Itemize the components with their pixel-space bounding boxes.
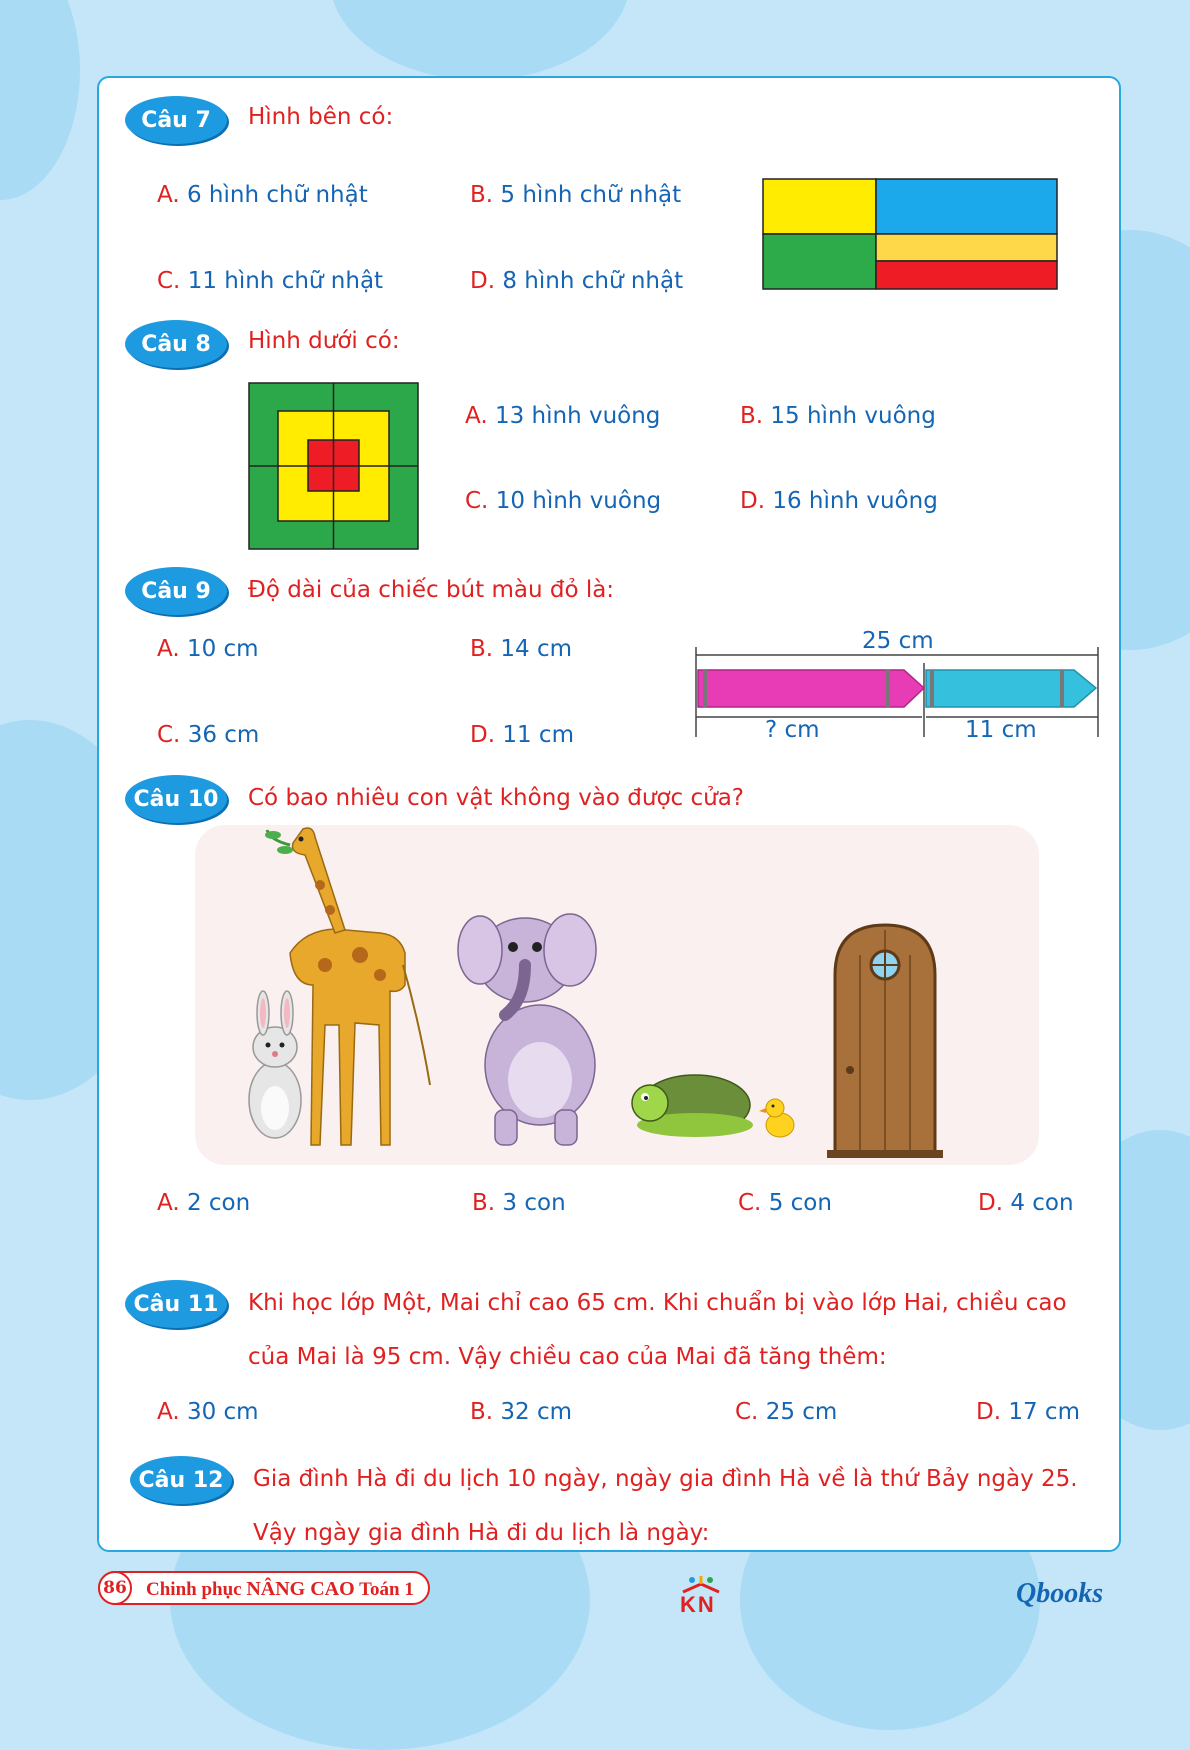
- option-letter: B.: [740, 403, 764, 429]
- option-letter: C.: [738, 1190, 762, 1216]
- option-text: 32 cm: [500, 1399, 573, 1425]
- bg-bubble: [330, 0, 630, 80]
- option-text: 13 hình vuông: [494, 403, 661, 429]
- book-icon: [678, 1574, 724, 1594]
- option-text: 5 con: [768, 1190, 832, 1216]
- q8-option-b[interactable]: [740, 403, 936, 429]
- crayon-band: [886, 670, 890, 707]
- question-12-line2: Vậy ngày gia đình Hà đi du lịch là ngày:: [253, 1520, 710, 1546]
- bg-bubble: [0, 0, 80, 200]
- q11-option-c[interactable]: [735, 1399, 837, 1425]
- option-text: 11 hình chữ nhật: [187, 268, 384, 294]
- total-length-label: 25 cm: [862, 628, 934, 654]
- question-11-line2: của Mai là 95 cm. Vậy chiều cao của Mai đã tăng thêm:: [248, 1344, 887, 1370]
- q9-option-c[interactable]: [157, 722, 259, 748]
- page-number: 86: [98, 1571, 132, 1605]
- option-text: 2 con: [186, 1190, 251, 1216]
- option-text: 14 cm: [500, 636, 573, 662]
- option-letter: D.: [740, 488, 766, 514]
- book-title-part2: NÂNG CAO: [246, 1578, 355, 1600]
- option-letter: B.: [472, 1190, 496, 1216]
- option-text: 3 con: [502, 1190, 566, 1216]
- unknown-length-label: ? cm: [765, 717, 820, 743]
- question-12-line1: Gia đình Hà đi du lịch 10 ngày, ngày gia đình Hà về là thứ Bảy ngày 25.: [253, 1466, 1078, 1492]
- question-11-line1: Khi học lớp Một, Mai chỉ cao 65 cm. Khi chuẩn bị vào lớp Hai, chiều cao: [248, 1290, 1067, 1316]
- option-letter: A.: [157, 1190, 180, 1216]
- option-letter: C.: [465, 488, 489, 514]
- kn-logo-text: KN: [680, 1592, 716, 1617]
- question-badge-8: Câu 8: [125, 320, 227, 368]
- option-text: 10 hình vuông: [495, 488, 662, 514]
- known-length-label: 11 cm: [965, 717, 1037, 743]
- option-letter: A.: [157, 636, 180, 662]
- question-badge-10: Câu 10: [125, 775, 227, 823]
- content-card: [97, 76, 1121, 1552]
- option-text: 6 hình chữ nhật: [186, 182, 368, 208]
- option-letter: A.: [465, 403, 488, 429]
- book-title-part3: Toán 1: [359, 1579, 414, 1600]
- pink-crayon: [698, 670, 924, 707]
- q10-option-b[interactable]: [472, 1190, 566, 1216]
- option-text: 5 hình chữ nhật: [500, 182, 682, 208]
- option-text: 25 cm: [765, 1399, 838, 1425]
- option-text: 4 con: [1010, 1190, 1074, 1216]
- q8-option-d[interactable]: [740, 488, 938, 514]
- option-letter: A.: [157, 182, 180, 208]
- q9-option-d[interactable]: [470, 722, 574, 748]
- rect-light-yellow: [876, 234, 1057, 261]
- book-title: [146, 1578, 414, 1601]
- rect-yellow: [763, 179, 876, 234]
- q10-option-c[interactable]: [738, 1190, 832, 1216]
- question-7-text: Hình bên có:: [248, 104, 394, 130]
- option-text: 16 hình vuông: [772, 488, 938, 514]
- q7-option-d[interactable]: [470, 268, 683, 294]
- option-letter: C.: [157, 268, 181, 294]
- option-letter: D.: [470, 268, 496, 294]
- question-badge-9: Câu 9: [125, 567, 227, 615]
- option-text: 15 hình vuông: [770, 403, 936, 429]
- wooden-door: [827, 925, 943, 1158]
- q11-option-d[interactable]: [976, 1399, 1080, 1425]
- option-letter: D.: [978, 1190, 1004, 1216]
- crayons-figure: [690, 645, 1104, 743]
- q11-option-b[interactable]: [470, 1399, 572, 1425]
- option-text: 11 cm: [502, 722, 574, 748]
- option-text: 30 cm: [186, 1399, 259, 1425]
- question-badge-12: Câu 12: [130, 1456, 232, 1504]
- q10-option-d[interactable]: [978, 1190, 1074, 1216]
- option-letter: D.: [470, 722, 496, 748]
- rect-blue: [876, 179, 1057, 234]
- q8-option-c[interactable]: [465, 488, 661, 514]
- option-letter: B.: [470, 1399, 494, 1425]
- turtle: [632, 1075, 753, 1137]
- option-text: 36 cm: [187, 722, 260, 748]
- option-text: 10 cm: [186, 636, 259, 662]
- q11-option-a[interactable]: [157, 1399, 259, 1425]
- option-letter: D.: [976, 1399, 1002, 1425]
- book-title-part1: Chinh phục: [146, 1579, 242, 1600]
- q7-option-b[interactable]: [470, 182, 681, 208]
- option-text: 8 hình chữ nhật: [502, 268, 684, 294]
- blue-crayon: [926, 670, 1096, 707]
- crayon-band: [703, 670, 707, 707]
- q7-option-a[interactable]: [157, 182, 368, 208]
- q8-option-a[interactable]: [465, 403, 660, 429]
- question-8-text: Hình dưới có:: [248, 328, 400, 354]
- qbooks-logo: Qbooks: [1016, 1578, 1104, 1609]
- crayon-band: [1060, 670, 1064, 707]
- kn-logo: [678, 1574, 724, 1618]
- option-letter: A.: [157, 1399, 180, 1425]
- q9-option-a[interactable]: [157, 636, 259, 662]
- option-letter: C.: [157, 722, 181, 748]
- question-badge-11: Câu 11: [125, 1280, 227, 1328]
- rectangles-figure: [762, 178, 1058, 290]
- squares-figure: [248, 382, 420, 550]
- crayon-band: [930, 670, 934, 707]
- animals-illustration: [195, 825, 1039, 1165]
- option-letter: B.: [470, 636, 494, 662]
- question-badge-7: Câu 7: [125, 96, 227, 144]
- q10-option-a[interactable]: [157, 1190, 250, 1216]
- option-letter: C.: [735, 1399, 759, 1425]
- option-letter: B.: [470, 182, 494, 208]
- rect-green: [763, 234, 876, 289]
- rect-red: [876, 261, 1057, 289]
- q7-option-c[interactable]: [157, 268, 383, 294]
- question-10-text: Có bao nhiêu con vật không vào được cửa?: [248, 785, 745, 811]
- question-9-text: Độ dài của chiếc bút màu đỏ là:: [248, 577, 615, 603]
- option-text: 17 cm: [1008, 1399, 1080, 1425]
- q9-option-b[interactable]: [470, 636, 572, 662]
